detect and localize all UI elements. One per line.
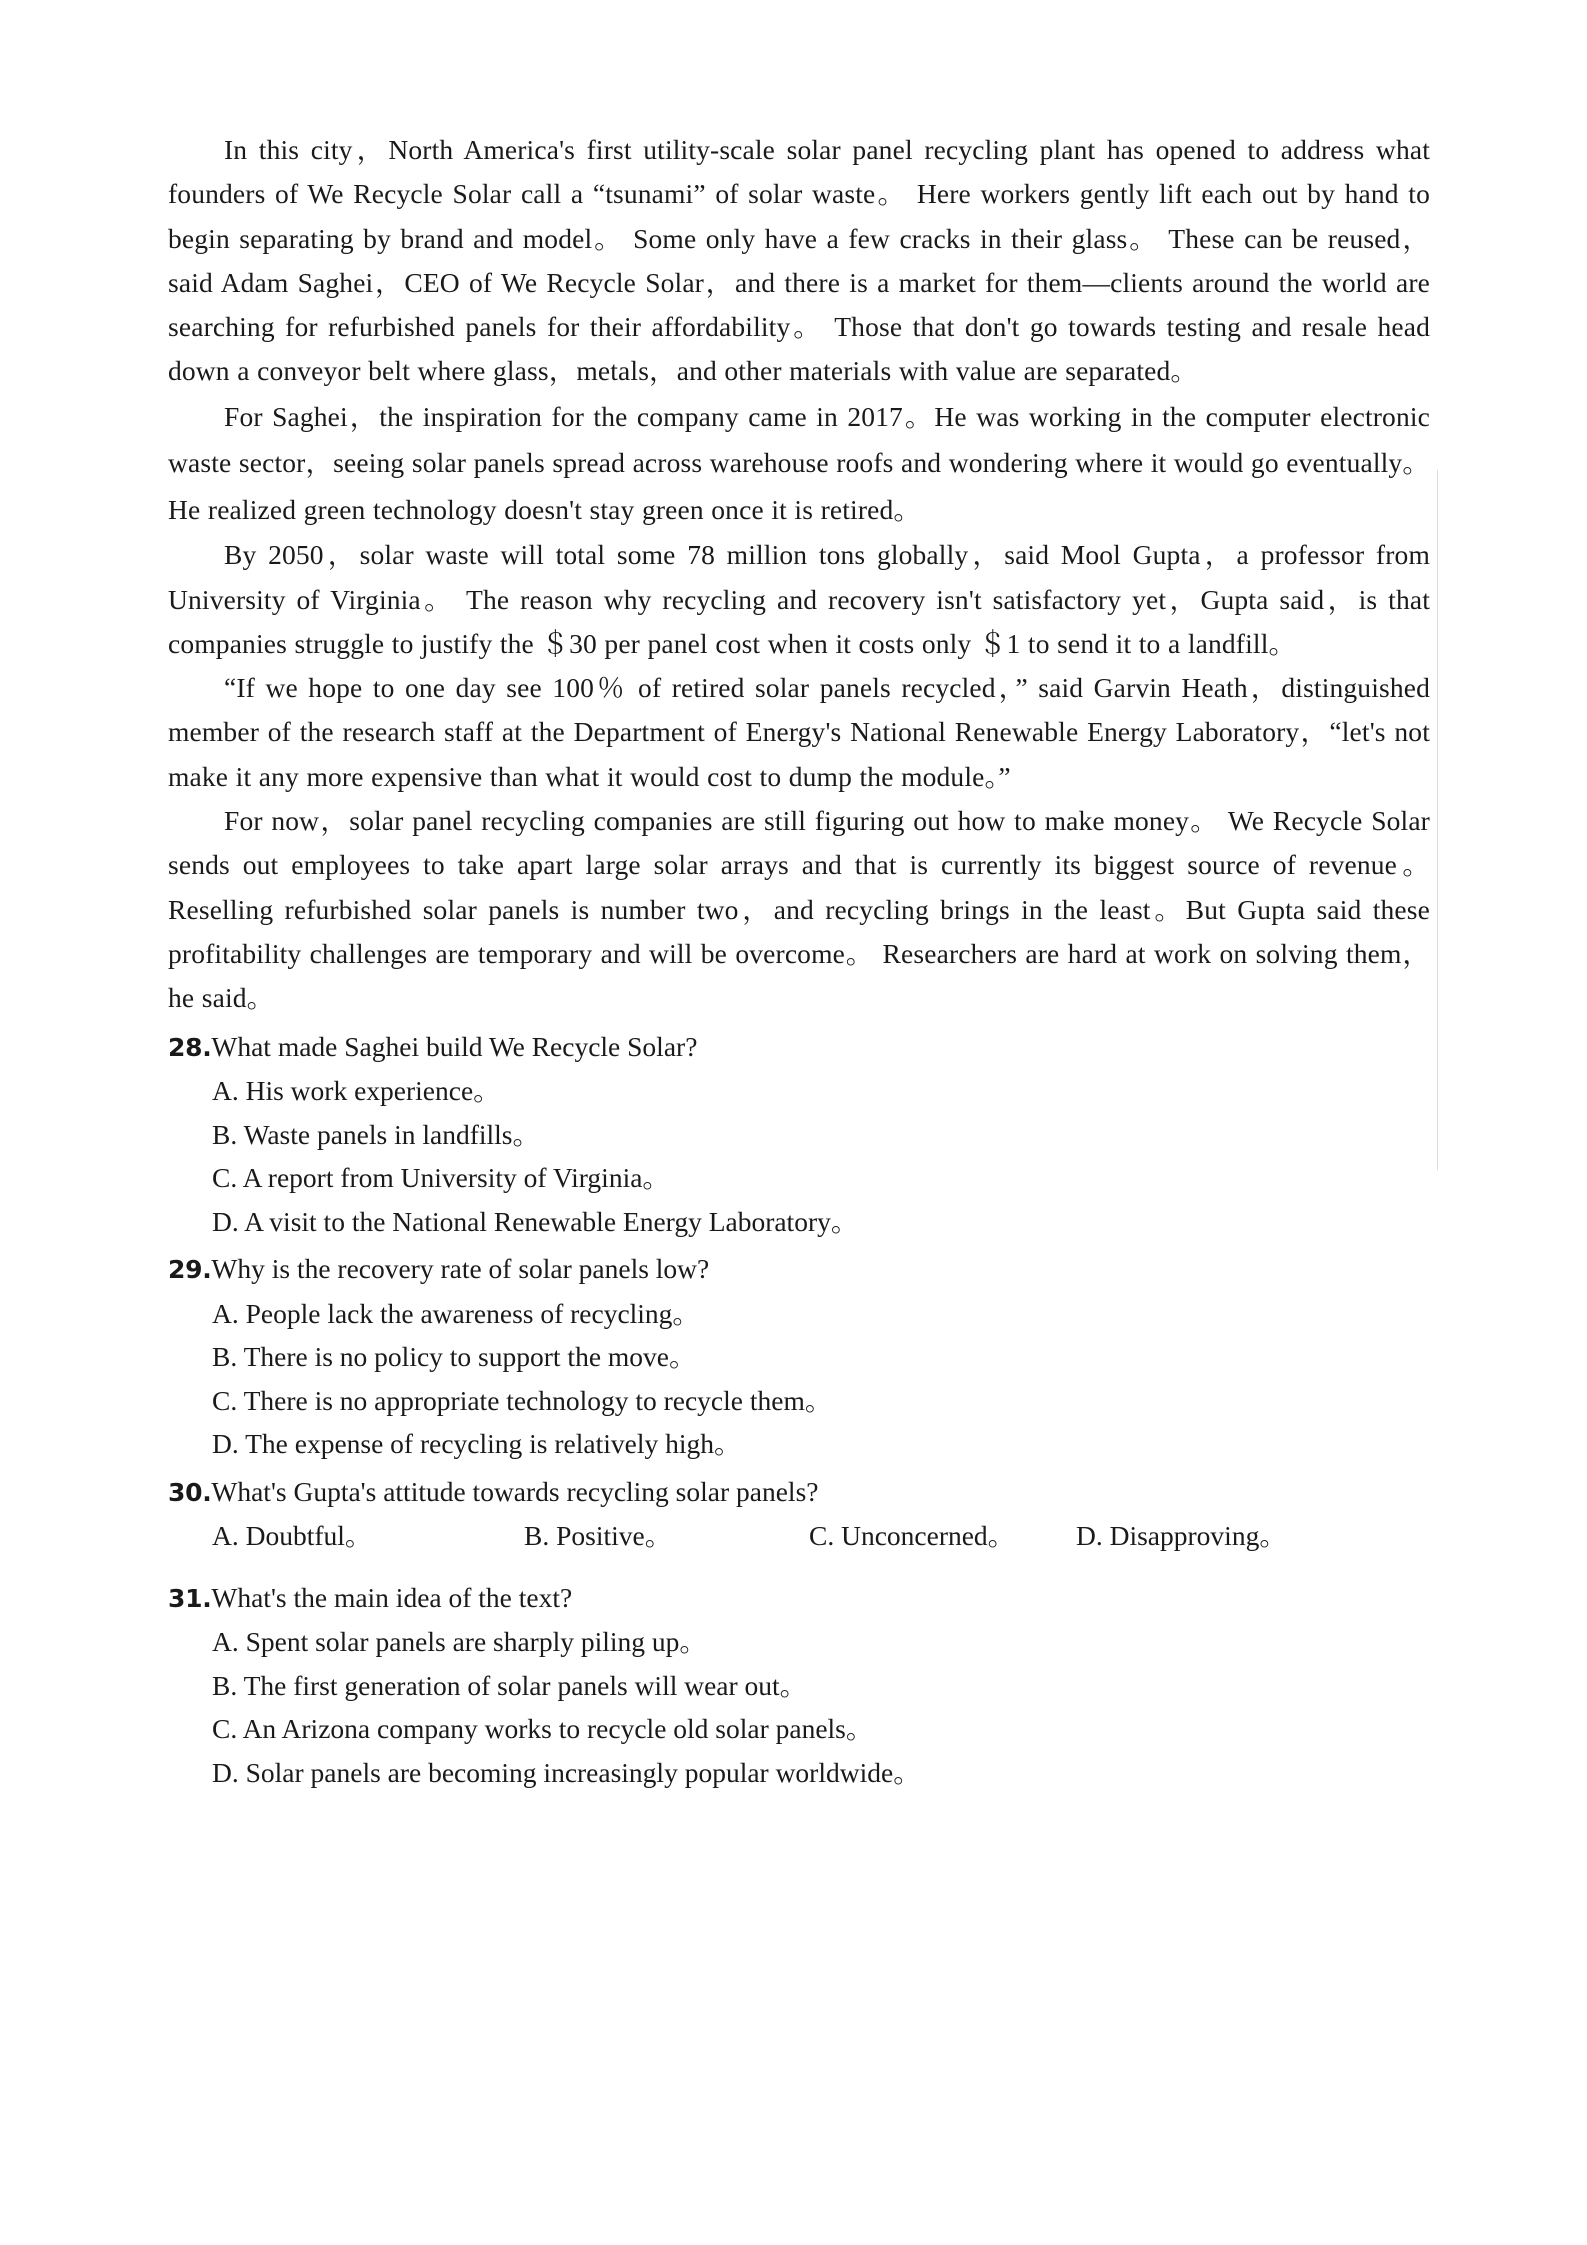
question-31-text: What's the main idea of the text? — [211, 1581, 573, 1613]
scan-artifact-line — [1437, 470, 1438, 1170]
question-30-options — [168, 1514, 1430, 1558]
question-31 — [168, 1576, 1430, 1795]
question-31-stem — [168, 1576, 1430, 1621]
question-29-number: 29. — [168, 1255, 212, 1285]
passage-paragraph-2: For Saghei，the inspiration for the company came in 2017。He was working in the computer electronic waste sector，seeing solar panels spread across warehouse roofs and wondering where it would go eventually。 He realized green technology doesn't stay green once it is retired。 — [168, 400, 1430, 525]
question-31-option-a[interactable]: A. Spent solar panels are sharply piling up。 — [212, 1626, 707, 1658]
question-31-number: 31. — [168, 1583, 212, 1613]
question-30-option-b[interactable]: B. Positive。 — [524, 1520, 673, 1552]
page-content — [168, 128, 1430, 1794]
passage-paragraph-3: By 2050，solar waste will total some 78 million tons globally，said Mool Gupta，a professor from University of Virginia。 The reason why recycling and recovery isn't satisfactory yet，Gupta said，is that companies struggle to justify the ＄30 per panel cost when it costs only ＄1 to send it to a landfill。 — [168, 539, 1430, 659]
question-28-option-c[interactable]: C. A report from University of Virginia。 — [212, 1162, 670, 1194]
question-28-options — [168, 1069, 1430, 1243]
question-31-options — [168, 1620, 1430, 1794]
reading-passage — [168, 128, 1430, 1021]
passage-paragraph-4: “If we hope to one day see 100％ of retired solar panels recycled，” said Garvin Heath，distinguished member of the research staff at the Department of Energy's National Renewable Energy Laboratory，“let's not make it any more expensive than what it would cost to dump the module。” — [168, 672, 1430, 792]
question-29 — [168, 1247, 1430, 1466]
question-29-option-a[interactable]: A. People lack the awareness of recycling。 — [212, 1297, 700, 1329]
passage-paragraph-1: In this city，North America's first utility-scale solar panel recycling plant has opened to address what founders of We Recycle Solar call a “tsunami” of solar waste。 Here workers gently lift each out by hand to begin separating by brand and model。 Some only have a few cracks in their glass。 These can be reused，said Adam Saghei，CEO of We Recycle Solar，and there is a market for them—clients around the world are searching for refurbished panels for their affordability。 Those that don't go towards testing and resale head down a conveyor belt where glass，metals，and other materials with value are separated。 — [168, 134, 1430, 387]
question-28-option-b[interactable]: B. Waste panels in landfills。 — [212, 1118, 540, 1150]
question-29-option-c[interactable]: C. There is no appropriate technology to recycle them。 — [212, 1384, 833, 1416]
question-31-option-d[interactable]: D. Solar panels are becoming increasingly popular worldwide。 — [212, 1756, 921, 1788]
question-28-option-a[interactable]: A. His work experience。 — [212, 1075, 501, 1107]
question-29-stem — [168, 1247, 1430, 1292]
question-30-option-a[interactable]: A. Doubtful。 — [212, 1520, 373, 1552]
question-28-number: 28. — [168, 1032, 212, 1062]
question-28-text: What made Saghei build We Recycle Solar? — [211, 1030, 698, 1062]
question-29-text: Why is the recovery rate of solar panels low? — [211, 1253, 710, 1285]
question-30-number: 30. — [168, 1477, 212, 1507]
question-30-stem — [168, 1470, 1430, 1515]
question-29-options — [168, 1292, 1430, 1466]
question-30-option-c[interactable]: C. Unconcerned。 — [809, 1520, 1016, 1552]
question-28-stem — [168, 1025, 1430, 1070]
question-30-option-d[interactable]: D. Disapproving。 — [1076, 1520, 1287, 1552]
question-28-option-d[interactable]: D. A visit to the National Renewable Energy Laboratory。 — [212, 1205, 859, 1237]
question-30 — [168, 1470, 1430, 1558]
question-31-option-c[interactable]: C. An Arizona company works to recycle old solar panels。 — [212, 1713, 874, 1745]
question-28 — [168, 1025, 1430, 1244]
question-29-option-d[interactable]: D. The expense of recycling is relatively high。 — [212, 1428, 742, 1460]
question-29-option-b[interactable]: B. There is no policy to support the move。 — [212, 1341, 697, 1373]
passage-paragraph-5: For now，solar panel recycling companies are still figuring out how to make money。 We Recycle Solar sends out employees to take apart large solar arrays and that is currently its biggest source of revenue。 Reselling refurbished solar panels is number two，and recycling brings in the least。But Gupta said these profitability challenges are temporary and will be overcome。 Researchers are hard at work on solving them，he said。 — [168, 805, 1430, 1014]
question-30-text: What's Gupta's attitude towards recycling solar panels? — [211, 1475, 819, 1507]
question-list — [168, 1025, 1430, 1795]
question-31-option-b[interactable]: B. The first generation of solar panels will wear out。 — [212, 1669, 808, 1701]
